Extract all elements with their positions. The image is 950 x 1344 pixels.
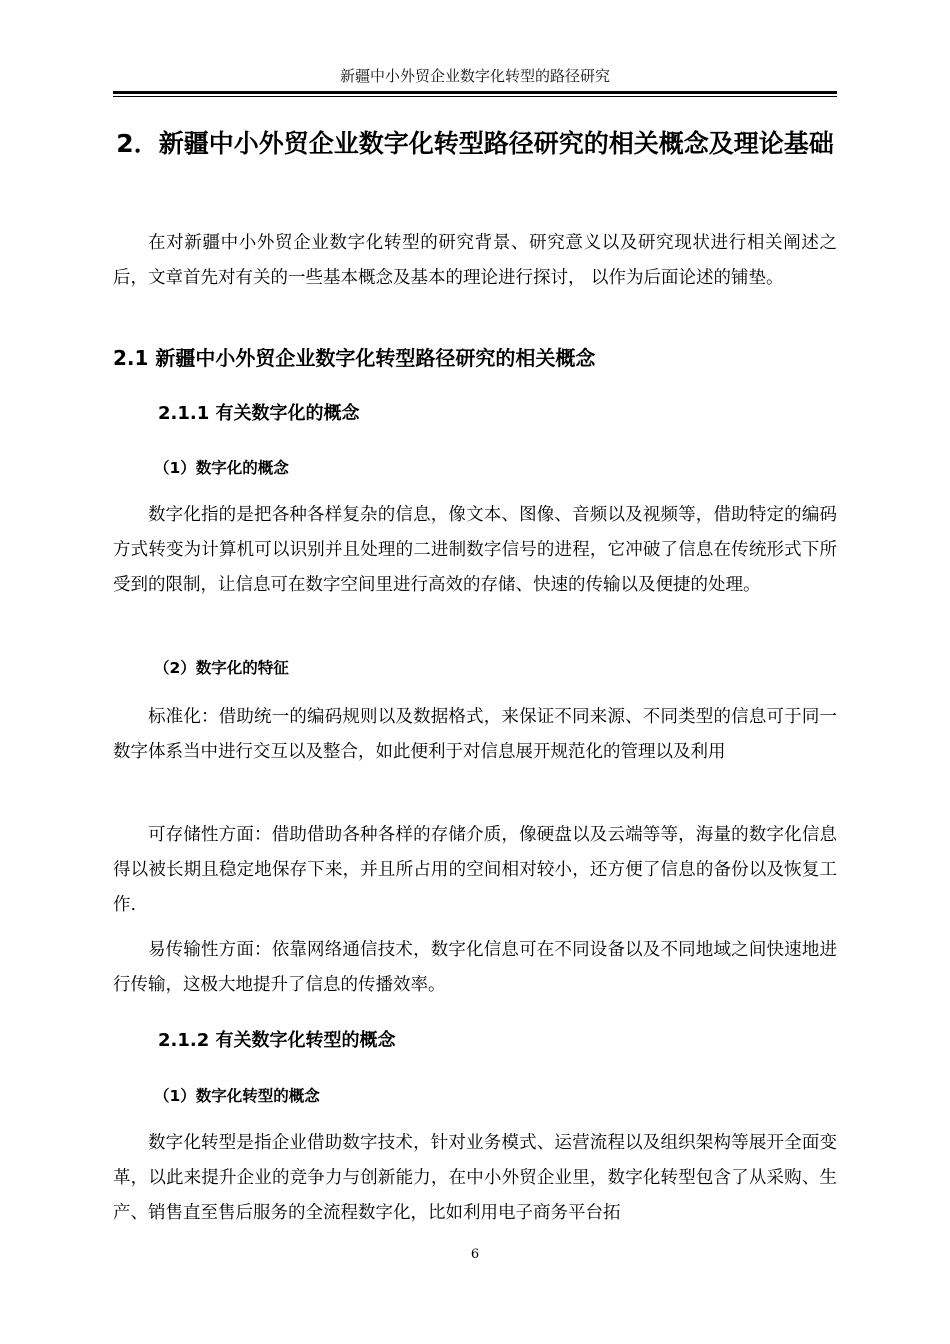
paragraph-feature-standardization: 标准化：借助统一的编码规则以及数据格式，来保证不同来源、不同类型的信息可于同一数字体系当中进行交互以及整合，如此便利于对信息展开规范化的管理以及利用 [113, 707, 837, 762]
item-heading-transformation-concept: （1）数字化转型的概念 [154, 1087, 320, 1105]
paragraph-digitization-concept: 数字化指的是把各种各样复杂的信息，像文本、图像、音频以及视频等，借助特定的编码方式转变为计算机可以识别并且处理的二进制数字信号的进程，它冲破了信息在传统形式下所受到的限制，让信息可在数字空间里进行高效的存储、快速的传输以及便捷的处理。 [113, 505, 837, 595]
paragraph-transformation-concept: 数字化转型是指企业借助数字技术，针对业务模式、运营流程以及组织架构等展开全面变革，以此来提升企业的竞争力与创新能力，在中小外贸企业里，数字化转型包含了从采购、生产、销售直至售后服务的全流程数字化，比如利用电子商务平台拓 [113, 1133, 837, 1223]
intro-paragraph: 在对新疆中小外贸企业数字化转型的研究背景、研究意义以及研究现状进行相关阐述之后，文章首先对有关的一些基本概念及基本的理论进行探讨， 以作为后面论述的铺垫。 [113, 233, 837, 288]
subsection-heading-2-1-2: 2.1.2 有关数字化转型的概念 [158, 1030, 396, 1051]
paragraph-feature-transmissibility: 易传输性方面：依靠网络通信技术，数字化信息可在不同设备以及不同地域之间快速地进行传输，这极大地提升了信息的传播效率。 [113, 940, 837, 995]
running-header: 新疆中小外贸企业数字化转型的路径研究 [339, 67, 610, 85]
header-rule [113, 91, 837, 94]
header-rule-secondary [113, 96, 837, 97]
paragraph-feature-storability: 可存储性方面：借助借助各种各样的存储介质，像硬盘以及云端等等，海量的数字化信息得以被长期且稳定地保存下来，并且所占用的空间相对较小，还方便了信息的备份以及恢复工作. [113, 825, 837, 915]
item-heading-digitization-concept: （1）数字化的概念 [154, 459, 289, 477]
chapter-title: 2．新疆中小外贸企业数字化转型路径研究的相关概念及理论基础 [116, 129, 834, 158]
item-heading-digitization-features: （2）数字化的特征 [154, 659, 289, 677]
page-number: 6 [470, 1247, 480, 1262]
section-heading-2-1: 2.1 新疆中小外贸企业数字化转型路径研究的相关概念 [113, 346, 596, 370]
subsection-heading-2-1-1: 2.1.1 有关数字化的概念 [158, 403, 360, 424]
